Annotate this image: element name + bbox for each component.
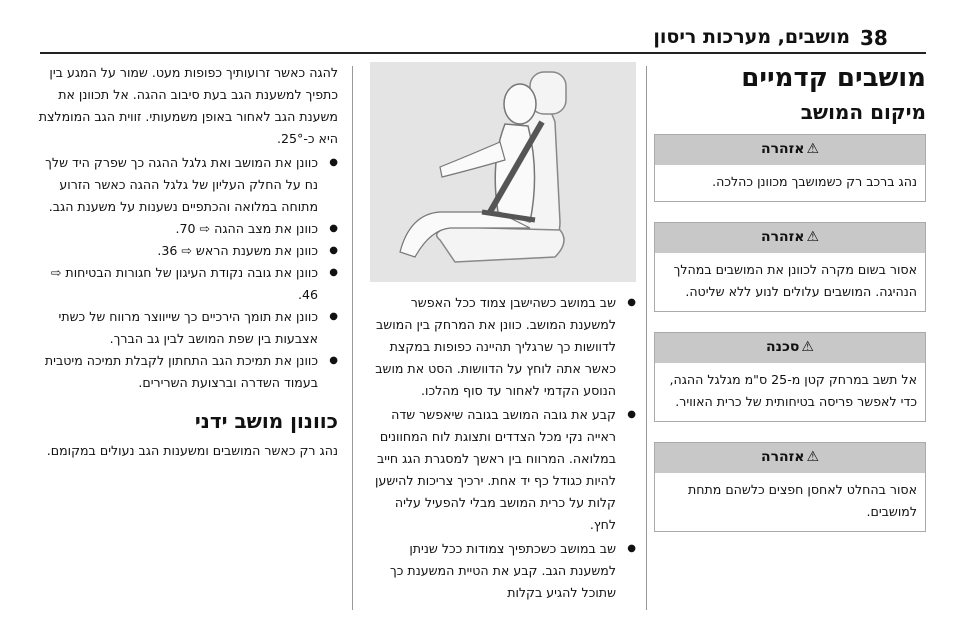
adjustment-list xyxy=(38,152,338,394)
right-column xyxy=(654,62,926,552)
page-header-title: מושבים, מערכות ריסון xyxy=(653,26,850,48)
list-item: ● שב במושב כשהישבן צמוד ככל האפשר למשענת המושב. כוונן את המרחק בין המושב לדוושות כך שרגליך תהיינה כפופות במקצת כאשר אתה לוחץ על הדוושות. הסט את מושב הנוסע הקדמי לאחור עד סוף מהלכו. xyxy=(366,292,636,402)
danger-box xyxy=(654,332,926,422)
warning-title: אזהרה xyxy=(760,449,805,465)
manual-adjustment-text: נהג רק כאשר המושבים ומשענות הגב נעולים במקומם. xyxy=(46,443,338,458)
warning-box xyxy=(654,222,926,312)
warning-triangle-icon: ⚠ xyxy=(801,339,814,355)
seating-instructions-list xyxy=(366,292,636,604)
warning-box xyxy=(654,442,926,532)
page-number: 38 xyxy=(860,26,888,50)
list-item: ● כוונן את המושב ואת גלגל ההגה כך שפרק היד שלך נח על החלק העליון של גלגל ההגה כאשר הזרוע מתוחה במלואה והכתפיים נשענות על משענת הגב. xyxy=(38,152,338,218)
manual-adjustment-heading: כוונון מושב ידני xyxy=(194,409,338,433)
middle-column xyxy=(366,62,636,606)
warning-text: נהג ברכב רק כשמושבך מכוונן כהלכה. xyxy=(712,174,917,189)
section-subheading: מיקום המושב xyxy=(800,100,926,124)
danger-title: סכנה xyxy=(766,339,800,355)
list-item: ● כוונן את מצב ההגה ⇨ 70. xyxy=(38,218,338,240)
warning-title: אזהרה xyxy=(760,229,805,245)
column-divider-left xyxy=(352,66,353,610)
warning-text: אסור בשום מקרה לכוונן את המושבים במהלך הנהיגה. המושבים עלולים לנוע ללא שליטה. xyxy=(673,262,917,299)
list-item: ● כוונן את גובה נקודת העיגון של חגורות הבטיחות ⇨ 46. xyxy=(38,262,338,306)
left-column xyxy=(38,62,338,464)
list-item: ● כוונן את תמיכת הגב התחתון לקבלת תמיכה מיטבית בעמוד השדרה וברצועת השרירים. xyxy=(38,350,338,394)
list-item: ● שב במושב כשכתפיך צמודות ככל שניתן למשענת הגב. קבע את הטיית המשענת כך שתוכל להגיע בקלות xyxy=(366,538,636,604)
warning-triangle-icon: ⚠ xyxy=(806,141,820,157)
column-divider-right xyxy=(646,66,647,610)
danger-text: אל תשב במרחק קטן מ-25 ס"מ מגלגל ההגה, כדי לאפשר פריסה בטיחותית של כרית האוויר. xyxy=(669,372,917,409)
warning-title: אזהרה xyxy=(760,141,805,157)
continuation-paragraph: להגה כאשר זרועותיך כפופות מעט. שמור על המגע בין כתפיך למשענת הגב בעת סיבוב ההגה. אל תכוונן את משענת הגב לאחור באופן משמעותי. זווית הגב המומלצת היא כ-25°. xyxy=(38,65,338,146)
warning-triangle-icon: ⚠ xyxy=(806,449,820,465)
warning-box xyxy=(654,134,926,202)
warning-text: אסור בהחלט לאחסן חפצים כלשהם מתחת למושבים. xyxy=(687,482,917,519)
section-heading: מושבים קדמיים xyxy=(741,63,926,93)
list-item: ● כוונן את משענת הראש ⇨ 36. xyxy=(38,240,338,262)
list-item: ● קבע את גובה המושב בגובה שיאפשר שדה ראייה נקי מכל הצדדים ותצוגת לוח המחוונים במלואה. המרווח בין ראשך למסגרת הגג חייב להיות כגודל כף יד אחת. ירכיך צריכות להישען קלות על כרית המושב מבלי להפעיל עליה לחץ. xyxy=(366,404,636,536)
header-rule xyxy=(40,52,926,54)
list-item: ● כוונן את תומך הירכיים כך שייווצר מרווח של כשתי אצבעות בין שפת המושב לבין גב הברך. xyxy=(38,306,338,350)
warning-triangle-icon: ⚠ xyxy=(806,229,820,245)
seated-driver-illustration xyxy=(370,62,636,282)
